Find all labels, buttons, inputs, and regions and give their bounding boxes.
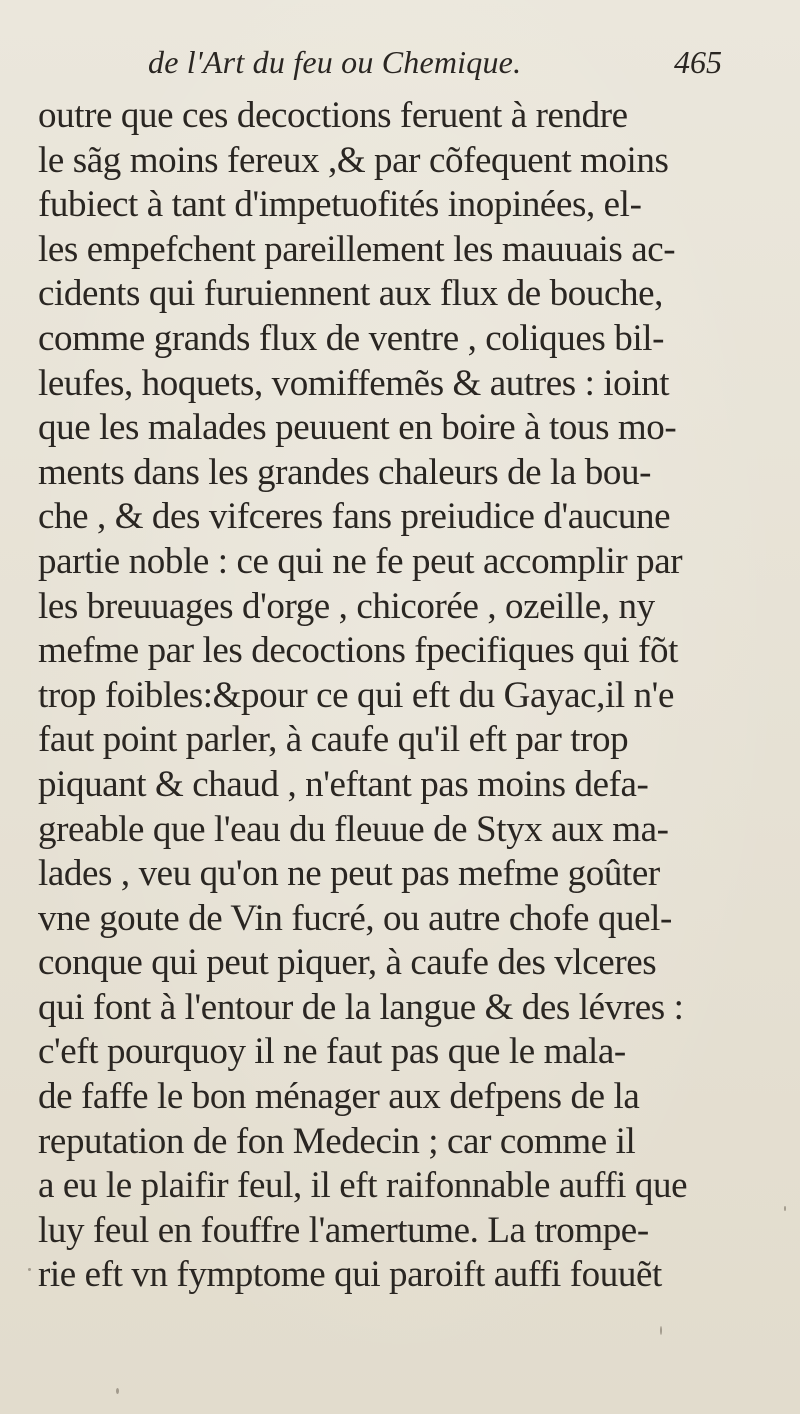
text-line: leufes, hoquets, vomiffemẽs & autres : ioint [38, 362, 670, 404]
text-line: che , & des vifceres fans preiudice d'aucune [38, 496, 671, 538]
running-head [0, 40, 800, 84]
text-line: qui font à l'entour de la langue & des lévres : [38, 986, 684, 1028]
text-line: outre que ces decoctions feruent à rendre [38, 95, 628, 136]
text-line: les breuuages d'orge , chicorée , ozeille, ny [38, 585, 655, 627]
paper-speck [28, 1268, 31, 1271]
text-line: luy feul en fouffre l'amertume. La trompe- [38, 1209, 649, 1251]
text-line: comme grands flux de ventre , coliques bil- [38, 317, 665, 359]
text-line: greable que l'eau du fleuue de Styx aux ma- [38, 808, 669, 850]
paper-speck [116, 1388, 119, 1394]
text-line: le sãg moins fereux ,& par cõfequent moins [38, 139, 669, 181]
text-line: les empefchent pareillement les mauuais ac- [38, 228, 676, 270]
text-line: a eu le plaifir feul, il eft raifonnable auffi que [38, 1165, 688, 1207]
text-line: piquant & chaud , n'eftant pas moins defa- [38, 763, 649, 805]
text-line: mefme par les decoctions fpecifiques qui fõt [38, 630, 678, 672]
text-line: vne goute de Vin fucré, ou autre chofe quel- [38, 897, 672, 939]
text-line: partie noble : ce qui ne fe peut accomplir par [38, 540, 683, 582]
text-line: lades , veu qu'on ne peut pas mefme goûter [38, 853, 660, 895]
text-line: reputation de fon Medecin ; car comme il [38, 1120, 636, 1162]
paper-speck [784, 1206, 786, 1211]
text-line: cidents qui furuiennent aux flux de bouche, [38, 273, 663, 315]
text-line: ments dans les grandes chaleurs de la bou- [38, 451, 652, 493]
text-line: c'eft pourquoy il ne faut pas que le mala- [38, 1031, 626, 1073]
body-text [38, 94, 776, 1298]
page-number: 465 [674, 44, 722, 80]
text-line: faut point parler, à caufe qu'il eft par trop [38, 719, 629, 761]
text-line: fubiect à tant d'impetuofités inopinées, el- [38, 184, 642, 226]
text-line: rie eft vn fymptome qui paroift auffi fouuẽt [38, 1254, 662, 1296]
text-line: conque qui peut piquer, à caufe des vlceres [38, 942, 657, 984]
text-line: que les malades peuuent en boire à tous mo- [38, 407, 677, 449]
text-line: de faffe le bon ménager aux defpens de la [38, 1076, 640, 1118]
running-title: de l'Art du feu ou Chemique. [148, 44, 522, 80]
paper-speck [660, 1326, 662, 1335]
text-line: trop foibles:&pour ce qui eft du Gayac,il n'e [38, 674, 674, 716]
